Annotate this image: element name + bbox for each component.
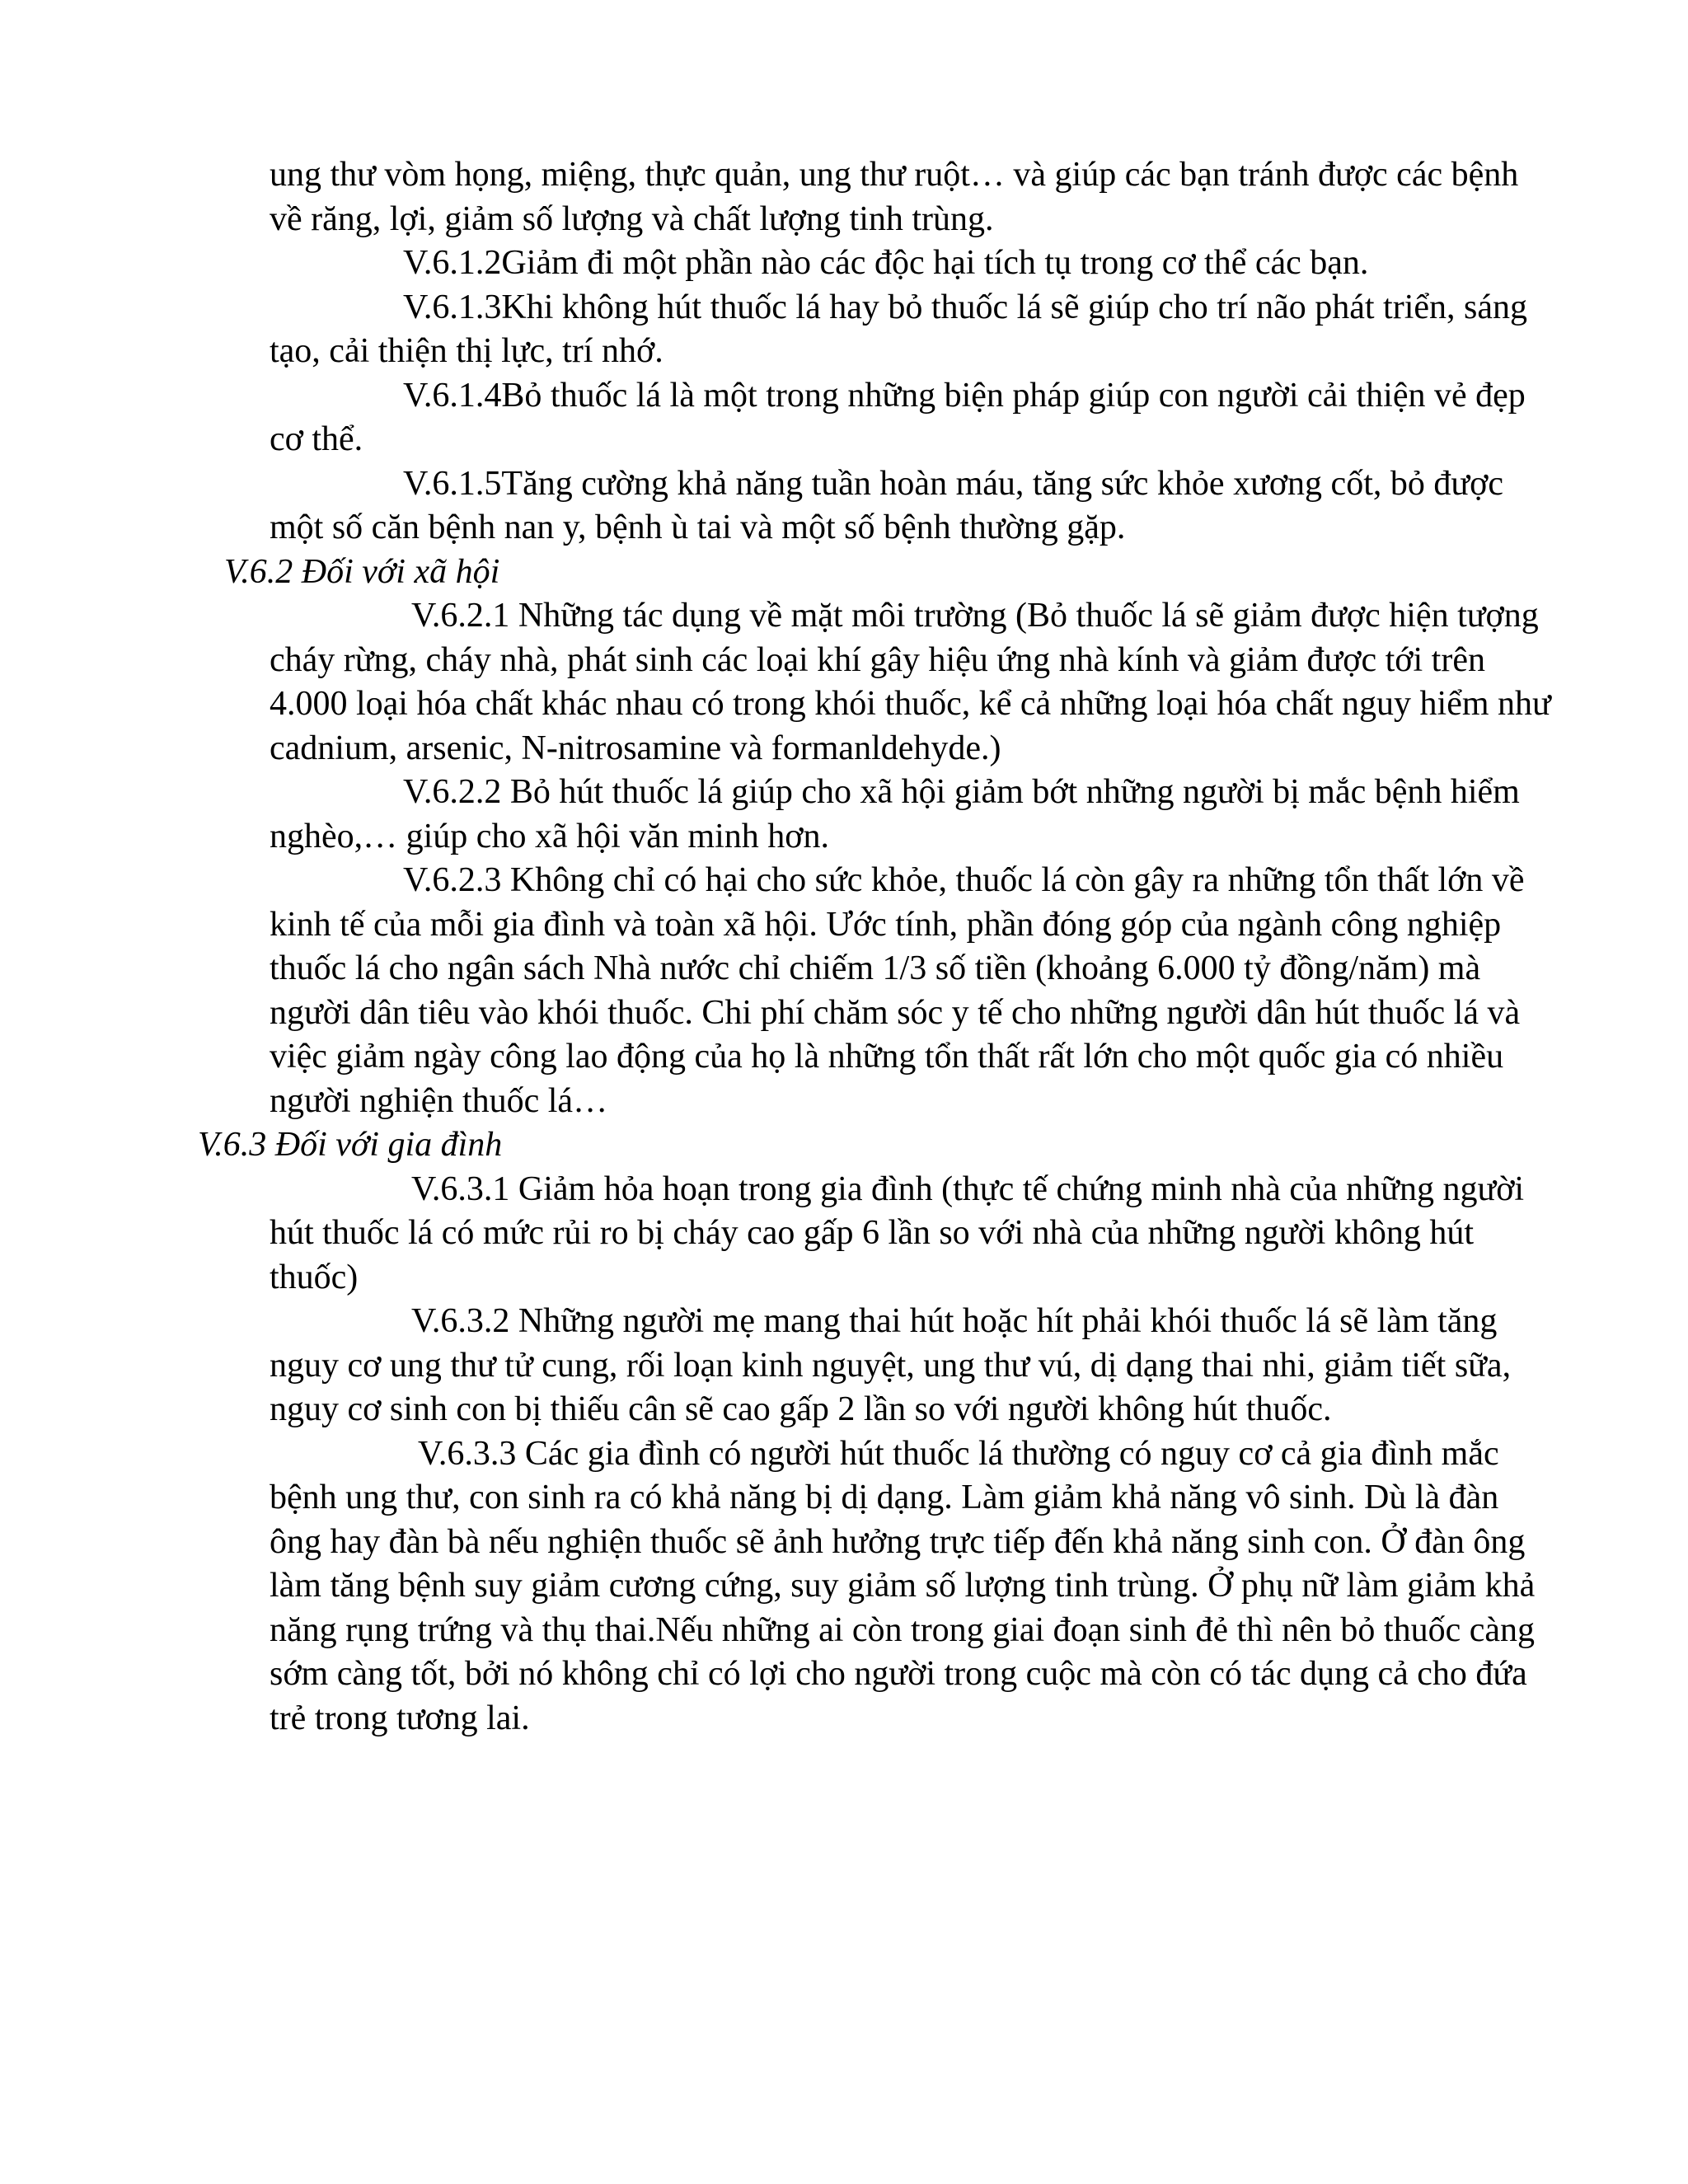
- paragraph-v6-2-2: V.6.2.2 Bỏ hút thuốc lá giúp cho xã hội giảm bớt những người bị mắc bệnh hiểm nghèo,… giúp cho xã hội văn minh hơn.: [270, 773, 1520, 855]
- paragraph-continuation: ung thư vòm họng, miệng, thực quản, ung thư ruột… và giúp các bạn tránh được các bệnh về răng, lợi, giảm số lượng và chất lượng tinh trùng.: [270, 156, 1519, 238]
- paragraph-v6-3-3: V.6.3.3 Các gia đình có người hút thuốc lá thường có nguy cơ cả gia đình mắc bệnh ung thư, con sinh ra có khả năng bị dị dạng. Làm giảm khả năng vô sinh. Dù là đàn ông hay đàn bà nếu nghiện thuốc sẽ ảnh hưởng trực tiếp đến khả năng sinh con. Ở đàn ông làm tăng bệnh suy giảm cương cứng, suy giảm số lượng tinh trùng. Ở phụ nữ làm giảm khả năng rụng trứng và thụ thai.Nếu những ai còn trong giai đoạn sinh đẻ thì nên bỏ thuốc càng sớm càng tốt, bởi nó không chỉ có lợi cho người trong cuộc mà còn có tác dụng cả cho đứa trẻ trong tương lai.: [270, 1434, 1536, 1737]
- document-body: [198, 153, 1555, 1741]
- paragraph-v6-1-2: V.6.1.2Giảm đi một phần nào các độc hại tích tụ trong cơ thể các bạn.: [403, 244, 1369, 282]
- paragraph-v6-1-3: V.6.1.3Khi không hút thuốc lá hay bỏ thuốc lá sẽ giúp cho trí não phát triển, sáng tạo, cải thiện thị lực, trí nhớ.: [270, 288, 1527, 370]
- paragraph-v6-1-4: V.6.1.4Bỏ thuốc lá là một trong những biện pháp giúp con người cải thiện vẻ đẹp cơ thể.: [270, 376, 1526, 458]
- section-heading-v6-2: V.6.2 Đối với xã hội: [224, 552, 500, 591]
- section-heading-v6-3: V.6.3 Đối với gia đình: [198, 1126, 503, 1164]
- paragraph-v6-2-3: V.6.2.3 Không chỉ có hại cho sức khỏe, thuốc lá còn gây ra những tổn thất lớn về kinh tế của mỗi gia đình và toàn xã hội. Ước tính, phần đóng góp của ngành công nghiệp thuốc lá cho ngân sách Nhà nước chỉ chiếm 1/3 số tiền (khoảng 6.000 tỷ đồng/năm) mà người dân tiêu vào khói thuốc. Chi phí chăm sóc y tế cho những người dân hút thuốc lá và việc giảm ngày công lao động của họ là những tổn thất rất lớn cho một quốc gia có nhiều người nghiện thuốc lá…: [270, 861, 1525, 1120]
- paragraph-v6-3-1: V.6.3.1 Giảm hỏa hoạn trong gia đình (thực tế chứng minh nhà của những người hút thuốc lá có mức rủi ro bị cháy cao gấp 6 lần so với nhà của những người không hút thuốc): [270, 1169, 1525, 1296]
- paragraph-v6-3-2: V.6.3.2 Những người mẹ mang thai hút hoặc hít phải khói thuốc lá sẽ làm tăng nguy cơ ung thư tử cung, rối loạn kinh nguyệt, ung thư vú, dị dạng thai nhi, giảm tiết sữa, nguy cơ sinh con bị thiếu cân sẽ cao gấp 2 lần so với người không hút thuốc.: [270, 1302, 1512, 1428]
- paragraph-v6-2-1: V.6.2.1 Những tác dụng về mặt môi trường (Bỏ thuốc lá sẽ giảm được hiện tượng cháy rừng, cháy nhà, phát sinh các loại khí gây hiệu ứng nhà kính và giảm được tới trên 4.000 loại hóa chất khác nhau có trong khói thuốc, kể cả những loại hóa chất nguy hiểm như cadnium, arsenic, N-nitrosamine và formanldehyde.): [270, 597, 1551, 767]
- paragraph-v6-1-5: V.6.1.5Tăng cường khả năng tuần hoàn máu, tăng sức khỏe xương cốt, bỏ được một số căn bệnh nan y, bệnh ù tai và một số bệnh thường gặp.: [270, 464, 1503, 546]
